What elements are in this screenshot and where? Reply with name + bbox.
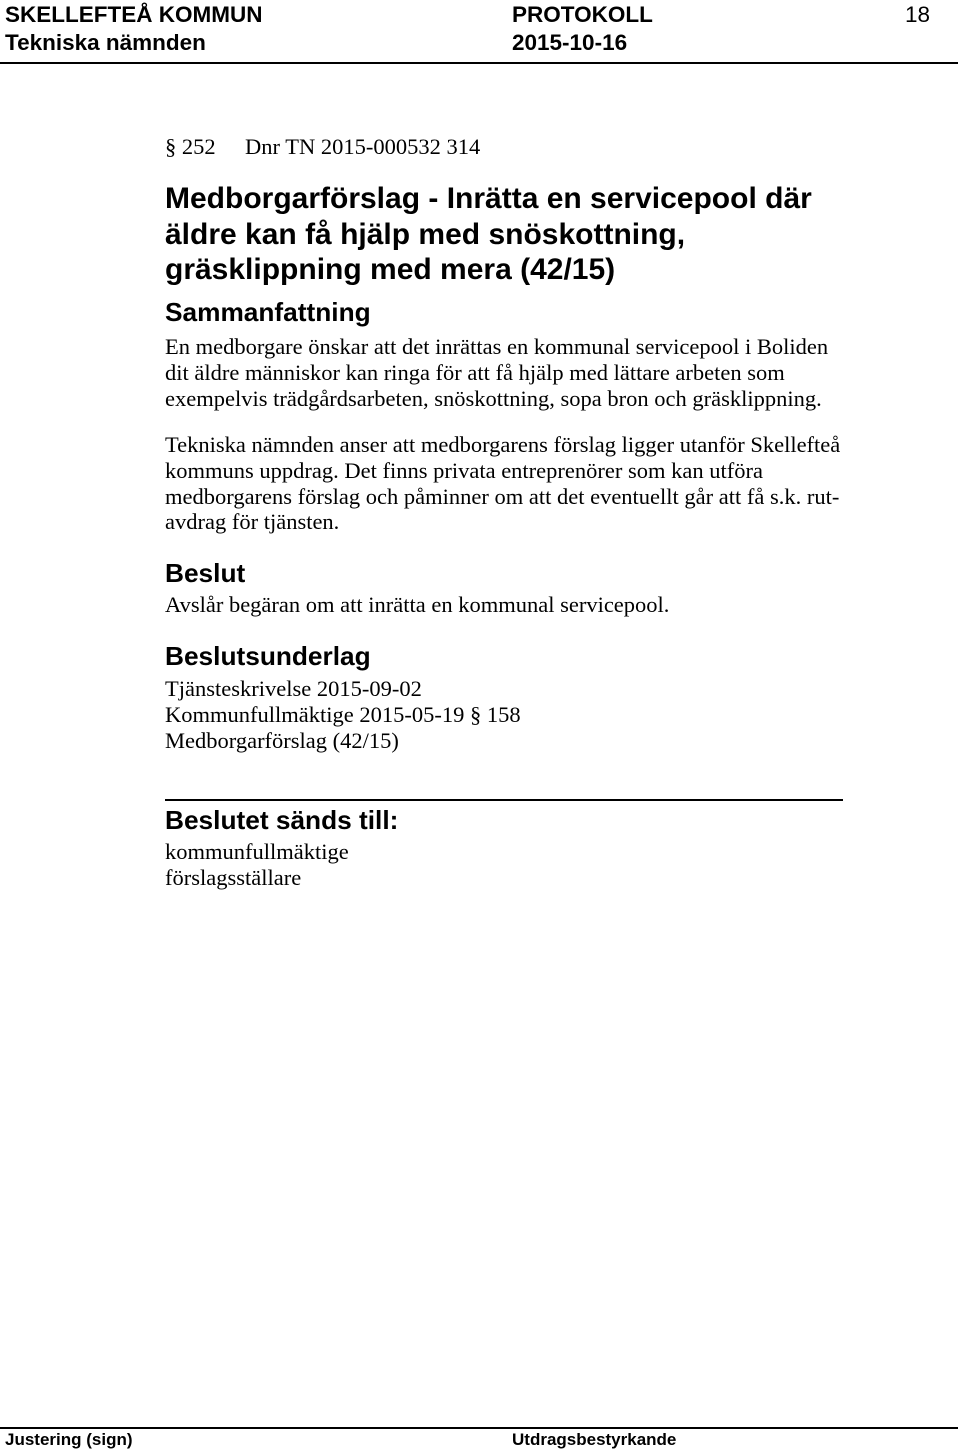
item-reference bbox=[165, 134, 565, 160]
decision-heading: Beslut bbox=[165, 558, 246, 588]
distribution-divider bbox=[165, 799, 843, 801]
title-line: Medborgarförslag - Inrätta en servicepool där bbox=[165, 182, 812, 215]
municipality-name: SKELLEFTEÅ KOMMUN bbox=[5, 2, 263, 27]
document-type: PROTOKOLL bbox=[512, 2, 653, 27]
recipient-item: kommunfullmäktige bbox=[165, 839, 349, 864]
certification-label: Utdragsbestyrkande bbox=[512, 1430, 677, 1449]
distribution-heading: Beslutet sänds till: bbox=[165, 805, 399, 835]
meeting-date: 2015-10-16 bbox=[512, 30, 628, 55]
title-line: gräsklippning med mera (42/15) bbox=[165, 253, 616, 286]
footer-divider bbox=[0, 1427, 958, 1429]
basis-item: Medborgarförslag (42/15) bbox=[165, 727, 399, 753]
basis-item: Tjänsteskrivelse 2015-09-02 bbox=[165, 676, 422, 701]
paragraph-line: avdrag för tjänsten. bbox=[165, 509, 340, 535]
section-number: § 252 bbox=[165, 134, 216, 159]
paragraph-line: medborgarens förslag och påminner om att det eventuellt går att få s.k. rut- bbox=[165, 483, 840, 509]
summary-heading: Sammanfattning bbox=[165, 297, 371, 327]
summary-paragraph bbox=[165, 334, 828, 411]
recipient-list bbox=[165, 839, 349, 891]
paragraph-line: Tekniska nämnden anser att medborgarens förslag ligger utanför Skellefteå bbox=[165, 432, 841, 457]
paragraph-line: exempelvis trädgårdsarbeten, snöskottning, sopa bron och gräsklippning. bbox=[165, 385, 822, 411]
signature-label: Justering (sign) bbox=[5, 1430, 133, 1449]
basis-list bbox=[165, 676, 521, 753]
header-divider bbox=[0, 62, 958, 64]
decision-text: Avslår begäran om att inrätta en kommunal servicepool. bbox=[165, 592, 670, 617]
paragraph-line: En medborgare önskar att det inrättas en kommunal servicepool i Boliden bbox=[165, 334, 829, 359]
summary-paragraph bbox=[165, 432, 840, 535]
basis-heading: Beslutsunderlag bbox=[165, 641, 371, 671]
basis-item: Kommunfullmäktige 2015-05-19 § 158 bbox=[165, 701, 521, 727]
item-title bbox=[165, 181, 812, 288]
title-line: äldre kan få hjälp med snöskottning, bbox=[165, 217, 686, 251]
diary-number: Dnr TN 2015-000532 314 bbox=[245, 134, 481, 159]
page-number: 18 bbox=[905, 2, 931, 27]
recipient-item: förslagsställare bbox=[165, 864, 302, 890]
paragraph-line: kommuns uppdrag. Det finns privata entreprenörer som kan utföra bbox=[165, 457, 763, 483]
committee-name: Tekniska nämnden bbox=[5, 30, 206, 55]
paragraph-line: dit äldre människor kan ringa för att få hjälp med lättare arbeten som bbox=[165, 359, 785, 385]
